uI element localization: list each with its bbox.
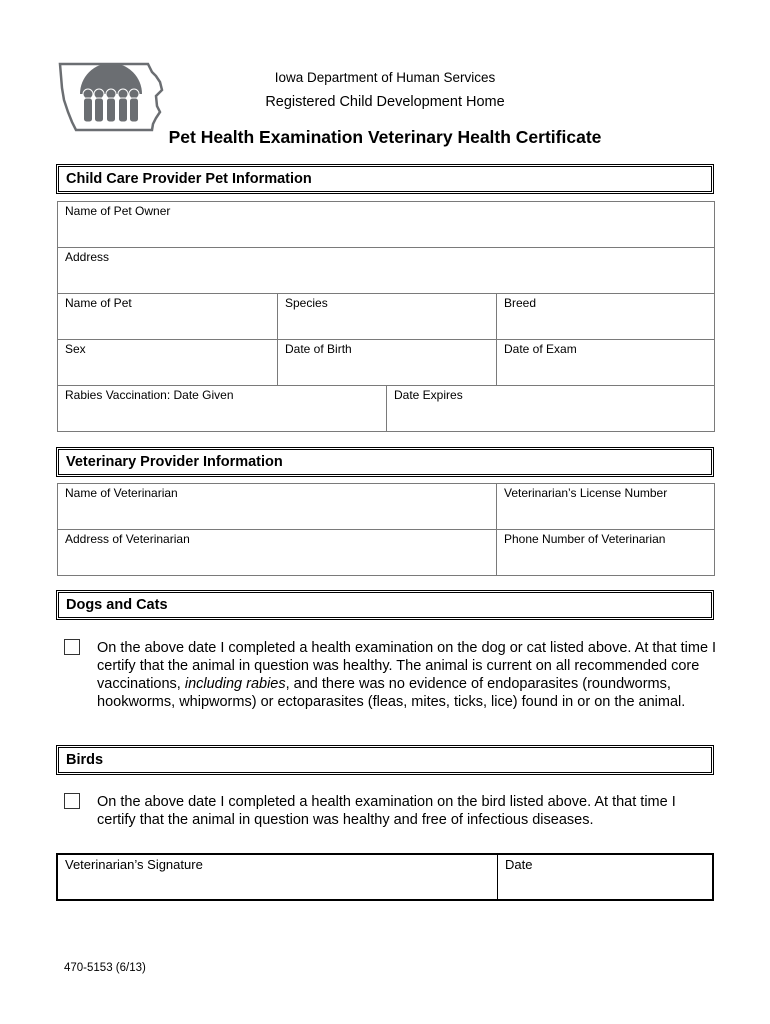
address-field[interactable]: Address [58, 248, 715, 294]
vet-name-field[interactable]: Name of Veterinarian [58, 484, 497, 530]
vet-license-field[interactable]: Veterinarian’s License Number [497, 484, 715, 530]
owner-name-field[interactable]: Name of Pet Owner [58, 202, 715, 248]
dogs-cats-statement: On the above date I completed a health examination on the dog or cat listed above. At that time I certify that the animal in question was healthy. The animal is current on all recommended core vaccinations, including rabies, and there was no evidence of endoparasites (roundworms, hookworms, whipworms) or ectoparasites (fleas, mites, ticks, lice) found in or on the animal. [97, 640, 717, 710]
sex-field[interactable]: Sex [58, 340, 278, 386]
dogs-cats-heading: Dogs and Cats [56, 590, 714, 620]
form-number: 470-5153 (6/13) [64, 962, 146, 974]
signature-table [56, 853, 714, 901]
species-field[interactable]: Species [278, 294, 497, 340]
vet-info-table [57, 483, 715, 576]
dogs-cats-checkbox[interactable] [64, 639, 80, 655]
vet-address-field[interactable]: Address of Veterinarian [58, 530, 497, 576]
exam-date-field[interactable]: Date of Exam [497, 340, 715, 386]
breed-field[interactable]: Breed [497, 294, 715, 340]
birds-certification [64, 791, 714, 833]
vet-phone-field[interactable]: Phone Number of Veterinarian [497, 530, 715, 576]
birds-heading: Birds [56, 745, 714, 775]
pet-info-heading: Child Care Provider Pet Information [56, 164, 714, 194]
page-title: Pet Health Examination Veterinary Health Certificate [168, 127, 602, 147]
pet-info-table [57, 201, 715, 432]
vet-info-heading: Veterinary Provider Information [56, 447, 714, 477]
program-name: Registered Child Development Home [265, 94, 505, 110]
vet-signature-field[interactable]: Veterinarian’s Signature [58, 855, 498, 899]
pet-name-field[interactable]: Name of Pet [58, 294, 278, 340]
rabies-date-given-field[interactable]: Rabies Vaccination: Date Given [58, 386, 387, 432]
dogs-cats-certification [64, 637, 717, 732]
birds-statement: On the above date I completed a health examination on the bird listed above. At that time I certify that the animal in question was healthy and free of infectious diseases. [97, 794, 676, 828]
rabies-date-expires-field[interactable]: Date Expires [387, 386, 715, 432]
birds-checkbox[interactable] [64, 793, 80, 809]
iowa-dhs-logo [56, 60, 166, 134]
signature-date-field[interactable]: Date [505, 857, 533, 872]
date-of-birth-field[interactable]: Date of Birth [278, 340, 497, 386]
agency-name: Iowa Department of Human Services [274, 70, 496, 85]
